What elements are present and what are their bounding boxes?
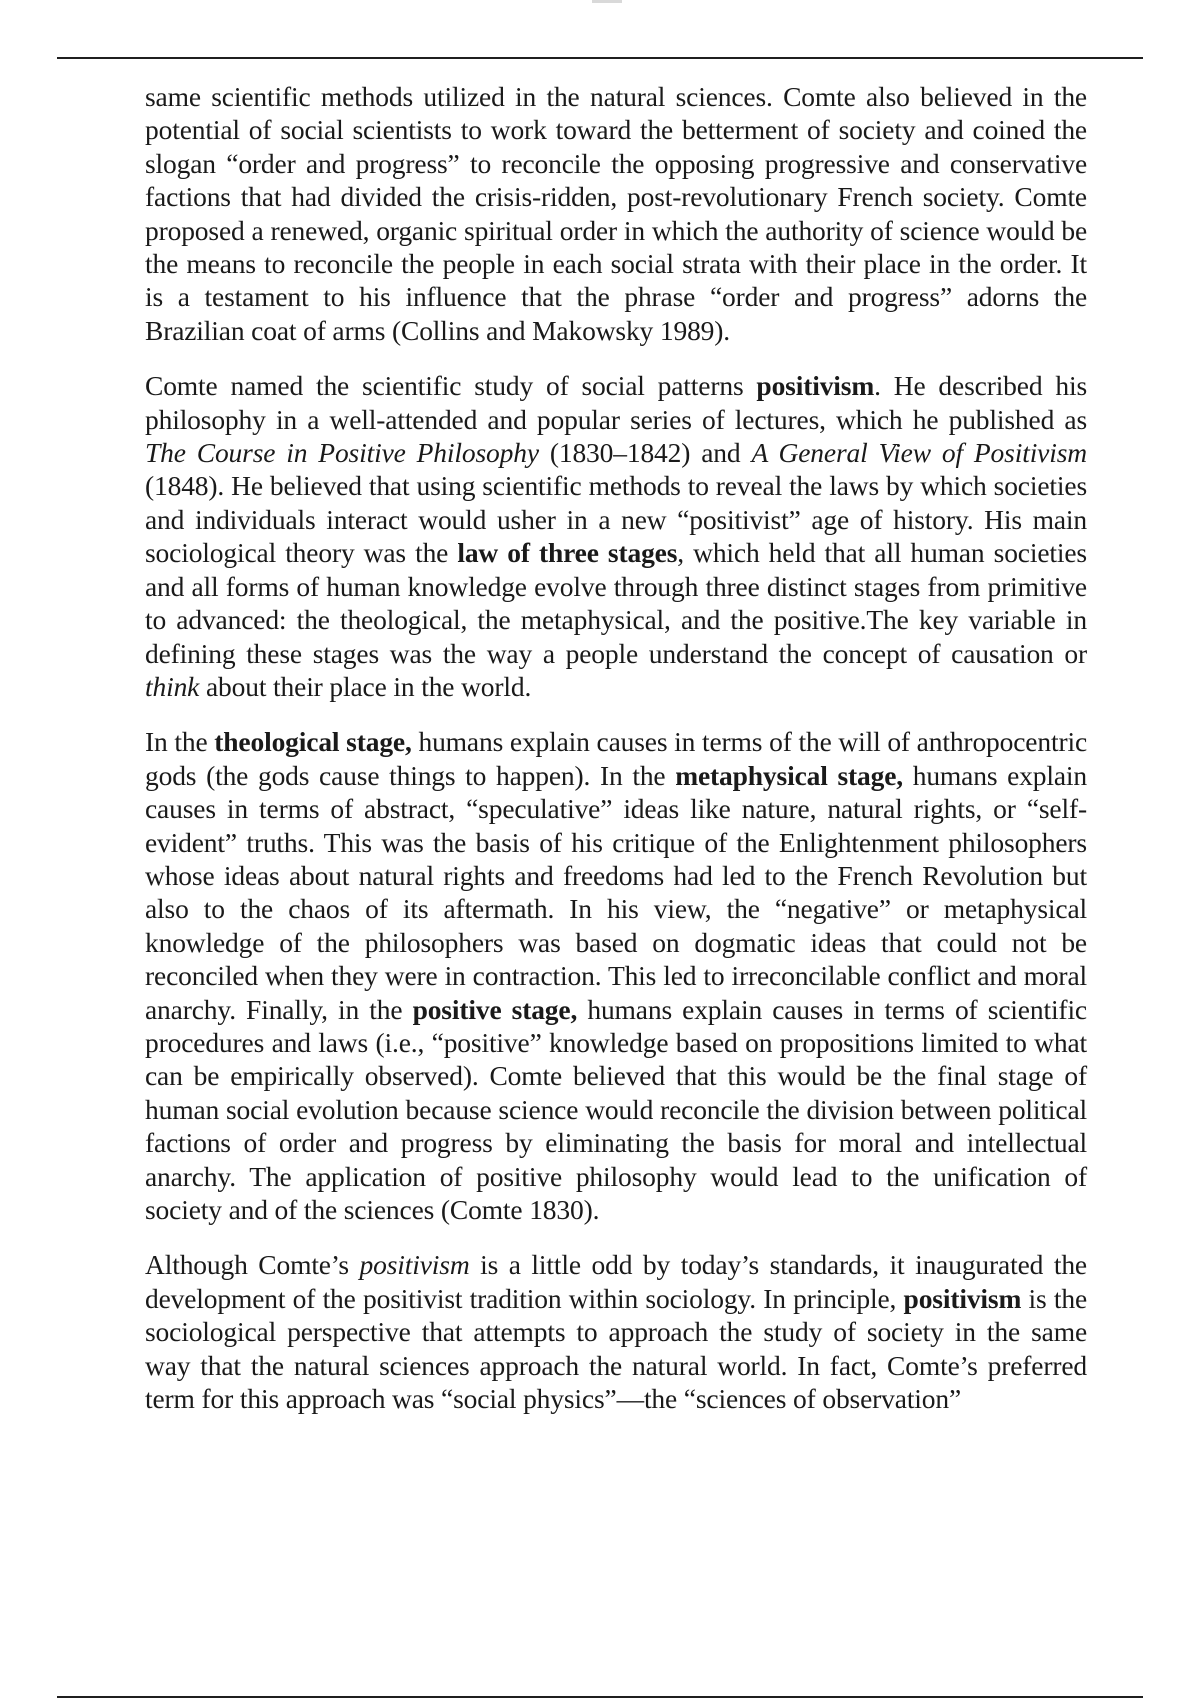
- header-rule: [57, 57, 1143, 59]
- text-segment: Comte named the scientific study of social patterns: [145, 370, 757, 402]
- paragraph-4: [145, 1248, 1087, 1415]
- term-law-of-three-stages: law of three stages: [457, 537, 678, 569]
- text-segment: about their place in the world.: [199, 670, 532, 702]
- text-segment: humans explain causes in terms of scientific procedures and laws (i.e., “positive” knowledge based on propositions limited to what can be empirically observed). Comte believed that this would be the final stage of human social evolution because science would reconcile the division between political factions of order and progress by eliminating the basis for moral and intellectual anarchy. The application of positive philosophy would lead to the unification of society and of the sciences (Comte 1830).: [145, 993, 1087, 1225]
- paragraph-2: [145, 369, 1087, 703]
- text-segment: Although Comte’s: [145, 1249, 360, 1281]
- text-segment: humans explain causes in terms of abstract, “speculative” ideas like nature, natural rights, or “self-evident” truths. This was the basis of his critique of the Enlightenment philosophers whose ideas about natural rights and freedoms had led to the French Revolution but also to the chaos of its aftermath. In his view, the “negative” or metaphysical knowledge of the philosophers was based on dogmatic ideas that could not be reconciled when they were in contraction. This led to irreconcilable conflict and moral anarchy. Finally, in the: [145, 759, 1088, 1025]
- emphasis-positivism: positivism: [359, 1249, 470, 1281]
- text-segment: . He described his philosophy in a well-attended and popular series of lectures, which he published as: [145, 370, 1087, 435]
- book-title-course: The Course in Positive Philosophy: [145, 437, 539, 469]
- term-metaphysical-stage: metaphysical stage,: [675, 759, 903, 791]
- term-positivism-definition: positivism: [903, 1282, 1022, 1314]
- page-top-mark: [592, 0, 622, 3]
- emphasis-think: think: [145, 670, 200, 702]
- term-theological-stage: theological stage,: [214, 726, 412, 758]
- text-segment: humans explain causes in terms of the will of anthropocentric gods (the gods cause things to happen). In the: [145, 726, 1087, 791]
- footer-rule: [57, 1696, 1143, 1698]
- document-body: [145, 80, 1087, 1437]
- book-title-general-view: A General View of Positivism: [751, 437, 1087, 469]
- paragraph-3: [145, 725, 1087, 1226]
- text-segment: is a little odd by today’s standards, it inaugurated the development of the positivist tradition within sociology. In principle,: [145, 1249, 1087, 1314]
- text-segment: same scientific methods utilized in the natural sciences. Comte also believed in the potential of social scientists to work toward the betterment of society and coined the slogan “order and progress” to reconcile the opposing progressive and conservative factions that had divided the crisis-ridden, post-revolutionary French society. Comte proposed a renewed, organic spiritual order in which the authority of science would be the means to reconcile the people in each social strata with their place in the order. It is a testament to his influence that the phrase “order and progress” adorns the Brazilian coat of arms (Collins and Makowsky 1989).: [145, 81, 1087, 346]
- text-segment: In the: [145, 726, 215, 758]
- text-segment: , which held that all human societies and all forms of human knowledge evolve through three distinct stages from primitive to advanced: the theological, the metaphysical, and the positive.The key variable in defining these stages was the way a people understand the concept of causation or: [145, 537, 1087, 669]
- text-segment: is the sociological perspective that attempts to approach the study of society in the same way that the natural sciences approach the natural world. In fact, Comte’s preferred term for this approach was “social physics”—the “sciences of observation”: [145, 1282, 1087, 1415]
- term-positive-stage: positive stage,: [412, 993, 578, 1025]
- text-segment: (1848). He believed that using scientific methods to reveal the laws by which societies and individuals interact would usher in a new “positivist” age of history. His main sociological theory was the: [145, 470, 1087, 569]
- text-segment: (1830–1842) and: [538, 437, 752, 469]
- term-positivism: positivism: [756, 370, 875, 402]
- paragraph-1: [145, 80, 1087, 347]
